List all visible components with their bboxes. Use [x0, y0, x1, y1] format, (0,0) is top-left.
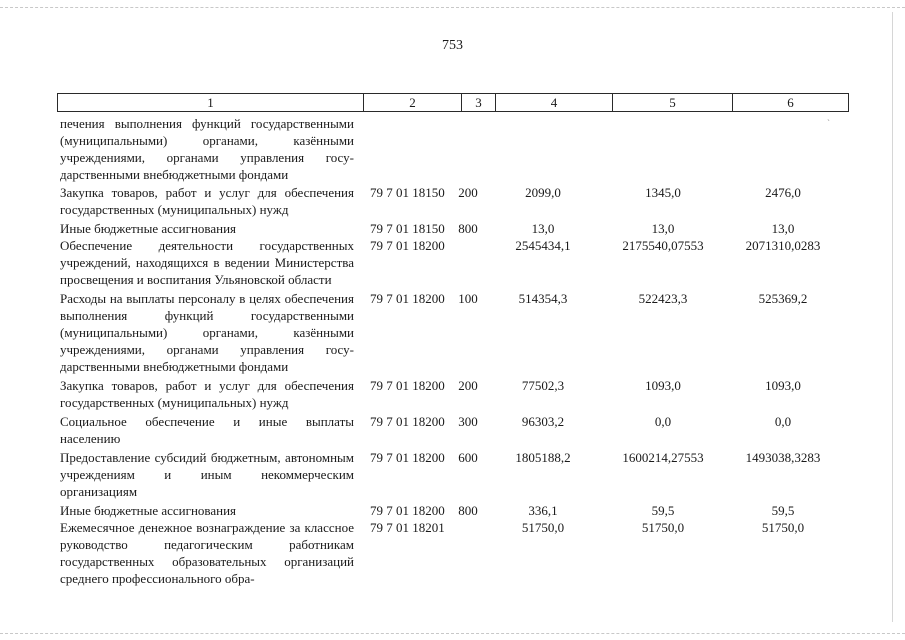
row-value-col4: 2099,0	[525, 185, 561, 200]
table-row	[60, 449, 843, 500]
row-expense-kind: 200	[458, 185, 478, 200]
table-row	[60, 220, 843, 237]
table-row	[60, 115, 843, 183]
row-value-col4: 51750,0	[521, 520, 565, 535]
row-expense-kind: 600	[458, 450, 478, 465]
row-code: 79 7 01 18200	[370, 414, 445, 429]
row-expense-kind: 800	[458, 221, 478, 236]
page-number: 753	[442, 38, 463, 53]
table-row	[60, 290, 843, 375]
header-col-6: 6	[787, 95, 794, 110]
row-value-col6: 2476,0	[765, 185, 801, 200]
row-expense-kind: 800	[458, 503, 478, 518]
row-code: 79 7 01 18150	[370, 185, 445, 200]
row-code: 79 7 01 18201	[370, 520, 445, 535]
row-code: 79 7 01 18150	[370, 221, 445, 236]
row-description: печения выполнения функций государственными (муниципальными) органами, казёнными учреждениями, органами управления государственными внебюджетными фондами	[60, 116, 354, 182]
row-description: Обеспечение деятельности государственных учреждений, находящихся в ведении Министерства просвещения и воспитания Ульяновской области	[60, 238, 354, 287]
row-value-col5: 1093,0	[645, 378, 681, 393]
row-value-col6: 2071310,0283	[745, 238, 821, 253]
row-value-col6: 0,0	[774, 414, 792, 429]
row-expense-kind: 300	[458, 414, 478, 429]
scan-edge-right	[892, 12, 893, 622]
row-value-col4: 77502,3	[521, 378, 565, 393]
row-value-col5: 51750,0	[641, 520, 685, 535]
row-code: 79 7 01 18200	[370, 503, 445, 518]
row-value-col6: 1493038,3283	[745, 450, 821, 465]
row-value-col4: 336,1	[528, 503, 558, 518]
header-col-2: 2	[364, 94, 462, 111]
header-col-4: 4	[496, 94, 613, 111]
row-code: 79 7 01 18200	[370, 378, 445, 393]
scan-edge-top	[0, 7, 905, 8]
table-row	[60, 237, 843, 288]
row-value-col5: 522423,3	[638, 291, 688, 306]
row-value-col5: 13,0	[651, 221, 675, 236]
row-expense-kind: 100	[458, 291, 478, 306]
row-code: 79 7 01 18200	[370, 238, 445, 253]
row-description: Ежемесячное денежное вознаграждение за классное руководство педагогическим работникам государственных образовательных организаций среднего профессионального обра-	[60, 520, 354, 586]
row-description: Иные бюджетные ассигнования	[60, 221, 237, 236]
table-row	[60, 519, 843, 587]
row-value-col4: 1805188,2	[515, 450, 571, 465]
row-description: Предоставление субсидий бюджетным, автономным учреждениям и иным некоммерческим организациям	[60, 450, 354, 499]
row-value-col4: 96303,2	[521, 414, 565, 429]
row-value-col6: 525369,2	[758, 291, 808, 306]
row-value-col6: 59,5	[771, 503, 795, 518]
header-col-5: 5	[613, 94, 733, 111]
row-value-col4: 514354,3	[518, 291, 568, 306]
table-row	[60, 413, 843, 447]
table-row	[60, 502, 843, 519]
row-value-col4: 2545434,1	[515, 238, 571, 253]
row-description: Социальное обеспечение и иные выплаты населению	[60, 414, 354, 446]
row-description: Расходы на выплаты персоналу в целях обеспечения выполнения функций государственными (муниципальными) органами, казёнными учреждениями, органами управления государственными внебюджетными фондами	[60, 291, 354, 374]
row-value-col6: 1093,0	[765, 378, 801, 393]
row-code: 79 7 01 18200	[370, 291, 445, 306]
row-description: Иные бюджетные ассигнования	[60, 503, 237, 518]
row-value-col6: 13,0	[771, 221, 795, 236]
row-value-col5: 0,0	[654, 414, 672, 429]
header-col-1: 1	[58, 94, 364, 111]
row-value-col5: 1345,0	[645, 185, 681, 200]
row-description: Закупка товаров, работ и услуг для обеспечения государственных (муниципальных) нужд	[60, 185, 354, 217]
scan-edge-bottom	[0, 633, 905, 634]
row-expense-kind: 200	[458, 378, 478, 393]
table-header	[57, 93, 849, 112]
row-value-col4: 13,0	[531, 221, 555, 236]
scan-speck: ˋ	[827, 118, 830, 128]
row-value-col5: 1600214,27553	[622, 450, 704, 465]
row-description: Закупка товаров, работ и услуг для обеспечения государственных (муниципальных) нужд	[60, 378, 354, 410]
row-code: 79 7 01 18200	[370, 450, 445, 465]
header-col-3: 3	[462, 94, 496, 111]
table-row	[60, 377, 843, 411]
table-body	[60, 115, 843, 587]
table-row	[60, 184, 843, 218]
row-value-col6: 51750,0	[761, 520, 805, 535]
row-value-col5: 59,5	[651, 503, 675, 518]
row-value-col5: 2175540,07553	[622, 238, 704, 253]
